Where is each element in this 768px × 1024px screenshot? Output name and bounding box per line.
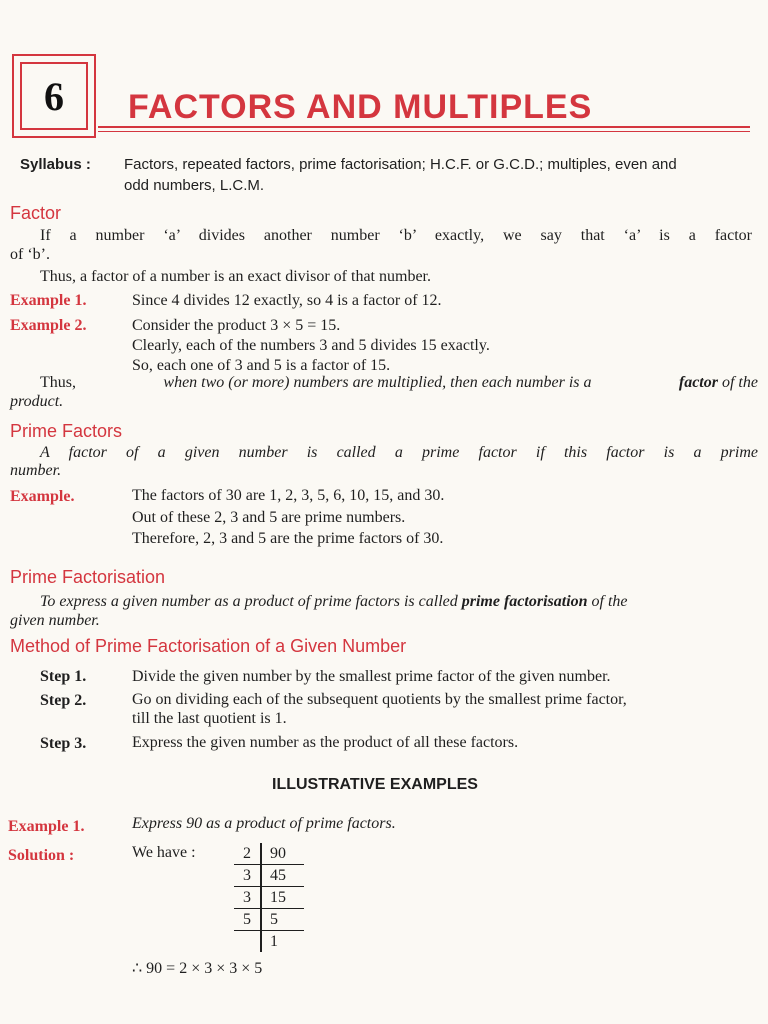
illustrative-example-1-text: Express 90 as a product of prime factors. <box>132 815 396 832</box>
factor-definition-line-2: of ‘b’. <box>10 246 50 263</box>
step-3-text: Express the given number as the product of all these factors. <box>132 734 519 751</box>
division-row <box>234 887 304 909</box>
quotient: 15 <box>261 887 304 909</box>
divisor: 2 <box>234 843 261 865</box>
step-1-text: Divide the given number by the smallest prime factor of the given number. <box>132 668 611 685</box>
syllabus-line-1: Factors, repeated factors, prime factorisation; H.C.F. or G.C.D.; multiples, even and <box>124 156 677 173</box>
factor-definition-line-1: If a number ‘a’ divides another number ‘b’ exactly, we say that ‘a’ is a factor <box>40 227 752 244</box>
chapter-number-box <box>12 54 96 138</box>
divisor: 5 <box>234 909 261 931</box>
factor-example-1-text: Since 4 divides 12 exactly, so 4 is a factor of 12. <box>132 292 442 309</box>
quotient: 45 <box>261 865 304 887</box>
conclusion-end: of the <box>721 374 758 391</box>
divisor: 3 <box>234 865 261 887</box>
divisor <box>234 931 261 953</box>
division-row <box>234 865 304 887</box>
factor-example-2-line-2: Clearly, each of the numbers 3 and 5 divides 15 exactly. <box>132 337 490 354</box>
step-2-line-1: Go on dividing each of the subsequent quotients by the smallest prime factor, <box>132 691 627 708</box>
title-underline <box>98 126 750 128</box>
divisor: 3 <box>234 887 261 909</box>
prime-factors-def-line-2: number. <box>10 462 62 479</box>
division-row <box>234 843 304 865</box>
quotient: 1 <box>270 933 278 950</box>
prime-factorisation-def-line-2: given number. <box>10 612 100 629</box>
chapter-title: FACTORS AND MULTIPLES <box>128 88 593 126</box>
prime-factors-def-line-1: A factor of a given number is called a prime factor if this factor is a prime <box>40 444 758 461</box>
conclusion-italic: when two (or more) numbers are multiplied, then each number is a <box>163 374 592 391</box>
pf-def-a: To express a given number as a product of prime factors is called <box>40 593 458 610</box>
division-row <box>234 909 304 931</box>
illustrative-heading: ILLUSTRATIVE EXAMPLES <box>272 776 478 793</box>
factor-conclusion-line-1 <box>40 374 758 392</box>
division-table <box>234 843 304 952</box>
step-3-label: Step 3. <box>40 735 87 752</box>
factor-example-2-line-3: So, each one of 3 and 5 is a factor of 15. <box>132 357 391 374</box>
syllabus-line-2: odd numbers, L.C.M. <box>124 177 265 194</box>
pf-def-bold: prime factorisation <box>461 593 588 610</box>
syllabus-label: Syllabus : <box>20 156 91 173</box>
conclusion-bold: factor <box>678 374 718 391</box>
prime-factors-heading: Prime Factors <box>10 421 123 441</box>
quotient: 5 <box>261 909 304 931</box>
step-1-label: Step 1. <box>40 668 87 685</box>
step-2-line-2: till the last quotient is 1. <box>132 710 287 727</box>
factor-example-2-line-1: Consider the product 3 × 5 = 15. <box>132 317 341 334</box>
we-have-text: We have : <box>132 844 196 861</box>
prime-factorisation-heading: Prime Factorisation <box>10 567 166 587</box>
factor-example-1-label: Example 1. <box>10 292 87 309</box>
result-text: ∴ 90 = 2 × 3 × 3 × 5 <box>132 960 263 977</box>
prime-factorisation-def-line-1 <box>40 593 762 611</box>
solution-label: Solution : <box>8 847 75 864</box>
factor-conclusion-line-2: product. <box>10 393 64 410</box>
prime-factors-example-line-1: The factors of 30 are 1, 2, 3, 5, 6, 10, 15, and 30. <box>132 487 445 504</box>
illustrative-example-1-label: Example 1. <box>8 818 85 835</box>
method-heading: Method of Prime Factorisation of a Given Number <box>10 636 407 656</box>
factor-heading: Factor <box>10 203 62 223</box>
factor-thus: Thus, a factor of a number is an exact divisor of that number. <box>40 268 431 285</box>
factor-example-2-label: Example 2. <box>10 317 87 334</box>
step-2-label: Step 2. <box>40 692 87 709</box>
division-row <box>234 931 304 953</box>
title-underline-thin <box>98 131 750 132</box>
pf-def-b: of the <box>591 593 628 610</box>
conclusion-thus: Thus, <box>40 374 76 391</box>
quotient: 90 <box>261 843 304 865</box>
prime-factors-example-line-3: Therefore, 2, 3 and 5 are the prime factors of 30. <box>132 530 444 547</box>
prime-factors-example-line-2: Out of these 2, 3 and 5 are prime numbers. <box>132 509 406 526</box>
chapter-number: 6 <box>20 62 88 130</box>
prime-factors-example-label: Example. <box>10 488 75 505</box>
